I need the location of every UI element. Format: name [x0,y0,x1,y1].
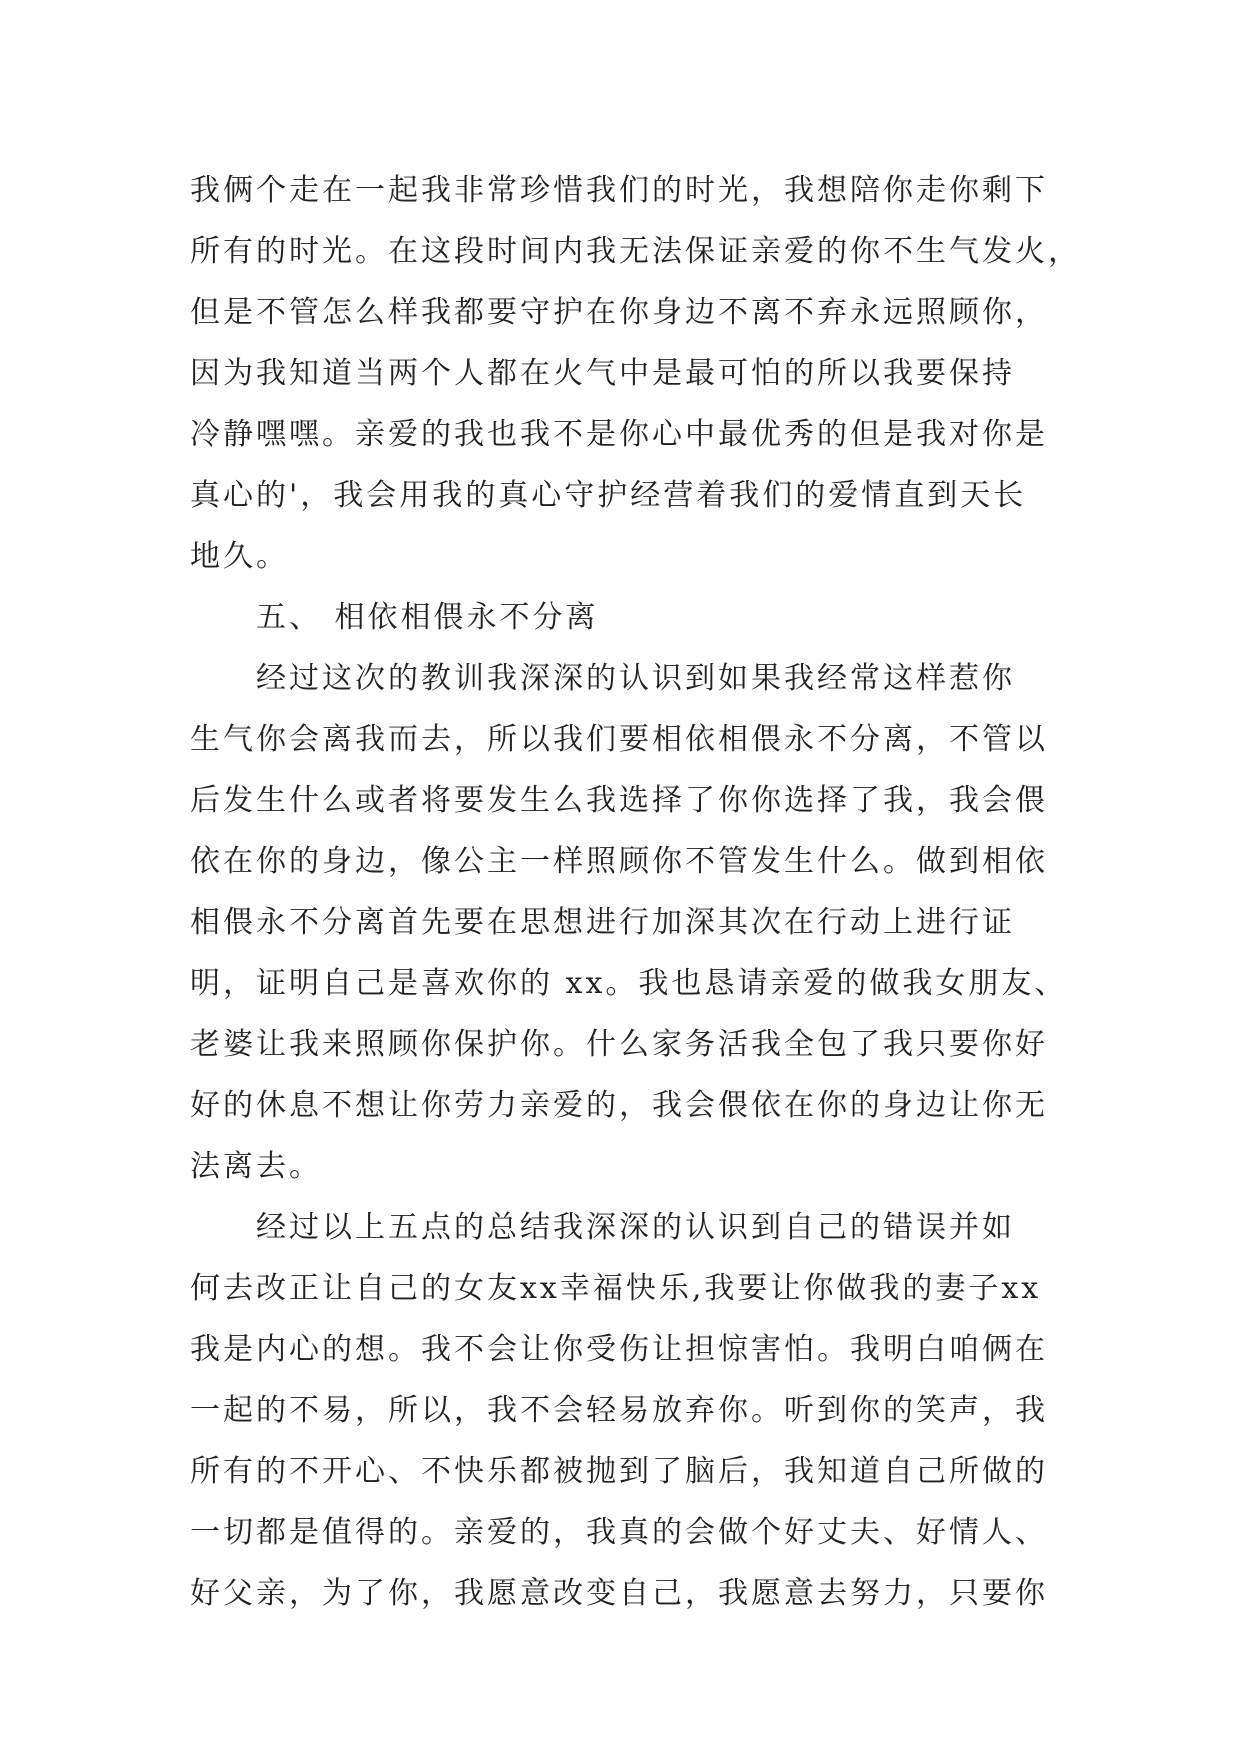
text-line: 但是不管怎么样我都要守护在你身边不离不弃永远照顾你， [190,295,1048,330]
text-line: 何去改正让自己的女友xx幸福快乐,我要让你做我的妻子xx [190,1271,1042,1306]
paragraph-first-line: 经过以上五点的总结我深深的认识到自己的错误并如 [256,1210,1015,1245]
text-line: 明，证明自己是喜欢你的 xx。我也恳请亲爱的做我女朋友、 [190,966,1068,1001]
text-line: 后发生什么或者将要发生么我选择了你你选择了我，我会偎 [190,783,1048,818]
text-line: 老婆让我来照顾你保护你。什么家务活我全包了我只要你好 [190,1027,1048,1062]
text-line: 法离去。 [190,1149,322,1184]
text-line: 依在你的身边，像公主一样照顾你不管发生什么。做到相依 [190,844,1048,879]
text-line: 一起的不易，所以，我不会轻易放弃你。听到你的笑声，我 [190,1393,1048,1428]
text-line: 真心的'，我会用我的真心守护经营着我们的爱情直到天长 [190,478,1027,513]
text-line: 好的休息不想让你劳力亲爱的，我会偎依在你的身边让你无 [190,1088,1048,1123]
text-line: 冷静嘿嘿。亲爱的我也我不是你心中最优秀的但是我对你是 [190,417,1048,452]
text-line: 我俩个走在一起我非常珍惜我们的时光，我想陪你走你剩下 [190,173,1048,208]
paragraph-first-line: 经过这次的教训我深深的认识到如果我经常这样惹你 [256,661,1015,696]
text-line: 所有的不开心、不快乐都被抛到了脑后，我知道自己所做的 [190,1454,1048,1489]
text-line: 地久。 [190,539,289,574]
document-body [190,160,1081,1624]
text-line: 相偎永不分离首先要在思想进行加深其次在行动上进行证 [190,905,1015,940]
text-line: 生气你会离我而去，所以我们要相依相偎永不分离，不管以 [190,722,1048,757]
text-line: 因为我知道当两个人都在火气中是最可怕的所以我要保持 [190,356,1015,391]
text-line: 一切都是值得的。亲爱的，我真的会做个好丈夫、好情人、 [190,1515,1048,1550]
text-line: 所有的时光。在这段时间内我无法保证亲爱的你不生气发火， [190,234,1081,269]
text-line: 好父亲，为了你，我愿意改变自己，我愿意去努力，只要你 [190,1576,1048,1611]
section-heading: 五、 相依相偎永不分离 [256,600,599,635]
text-line: 我是内心的想。我不会让你受伤让担惊害怕。我明白咱俩在 [190,1332,1048,1367]
